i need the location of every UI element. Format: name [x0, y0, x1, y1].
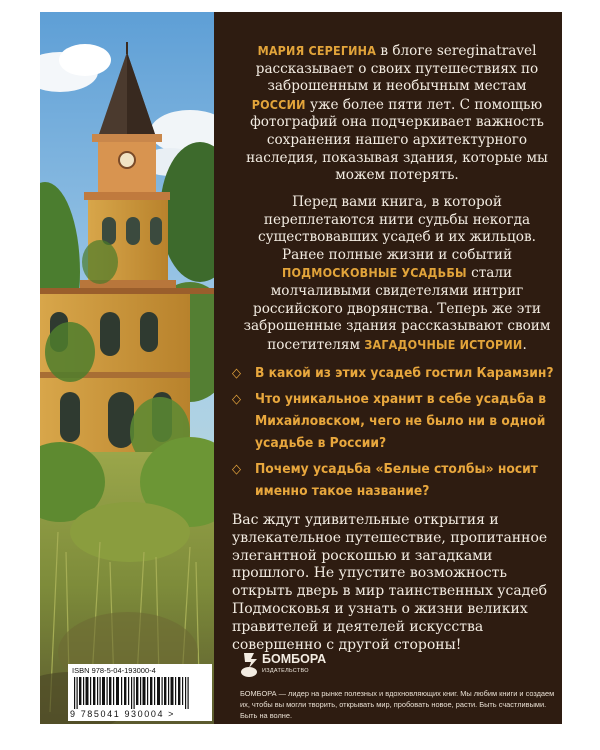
question-text: Что уникальное хранит в себе усадьба в Михайловском, чего не было ни в одной усадьбе в России?: [255, 391, 547, 451]
question-item: [232, 362, 557, 384]
book-intro-text-b: стали молчаливыми свидетелями интриг российского дворянства. Теперь же эти заброшенные здания рассказывают своим посетителям: [243, 265, 551, 353]
diamond-icon: ◇: [232, 462, 241, 477]
bombora-logo-icon: [240, 652, 258, 678]
author-name: МАРИЯ СЕРЕГИНА: [257, 43, 377, 58]
author-intro-text-a: в блоге sereginatravel рассказывает о своих путешествиях по заброшенным и необычным местам: [255, 43, 539, 95]
author-intro-text-b: уже более пяти лет. С помощью фотографий она подчеркивает важность сохранения нашего архитектурного наследия, показывая здания, которые мы можем потерять.: [246, 96, 548, 184]
barcode: [68, 664, 212, 721]
barcode-bars: [72, 677, 208, 709]
author-intro: [242, 42, 552, 185]
publisher-description: БОМБОРА — лидер на рынке полезных и вдохновляющих книг. Мы любим книги и создаем их, чтобы вы могли творить, открывать мир, пробовать новое, расти. Быть счастливыми. Быть на волне.: [240, 689, 555, 720]
question-item: [232, 458, 557, 502]
question-list: [232, 362, 557, 506]
book-intro: [242, 194, 552, 354]
logo-name: БОМБОРА: [262, 652, 327, 666]
text-panel: [214, 12, 562, 724]
question-item: [232, 388, 557, 454]
logo-subtitle: ИЗДАТЕЛЬСТВО: [262, 668, 309, 674]
highlight-stories: ЗАГАДОЧНЫЕ ИСТОРИИ: [364, 336, 523, 352]
isbn-label: ISBN 978-5-04-193000-4: [72, 666, 156, 675]
closing-text: Вас ждут удивительные открытия и увлекательное путешествие, пропитанное элегантной роскошью и загадками прошлого. Не упустите возможность открыть дверь в мир таинственных усадеб Подмосковья и узнать о жизни великих правителей и деятелей искусства совершенно с другой стороны!: [232, 512, 548, 653]
book-intro-text-a: Перед вами книга, в которой переплетаются нити судьбы некогда существовавших усадеб и их жильцов. Ранее полные жизни и событий: [258, 194, 536, 263]
highlight-russia: РОССИИ: [251, 96, 306, 112]
book-intro-text-c: .: [522, 336, 527, 353]
manor-photo: [40, 12, 214, 724]
question-text: В какой из этих усадеб гостил Карамзин?: [255, 365, 554, 381]
question-text: Почему усадьба «Белые столбы» носит именно такое название?: [255, 461, 538, 499]
ean-digits: 9 785041 930004 >: [70, 709, 176, 719]
publisher-logo: [240, 648, 327, 684]
diamond-icon: ◇: [232, 392, 241, 407]
diamond-icon: ◇: [232, 366, 241, 381]
highlight-estates: ПОДМОСКОВНЫЕ УСАДЬБЫ: [281, 265, 467, 281]
